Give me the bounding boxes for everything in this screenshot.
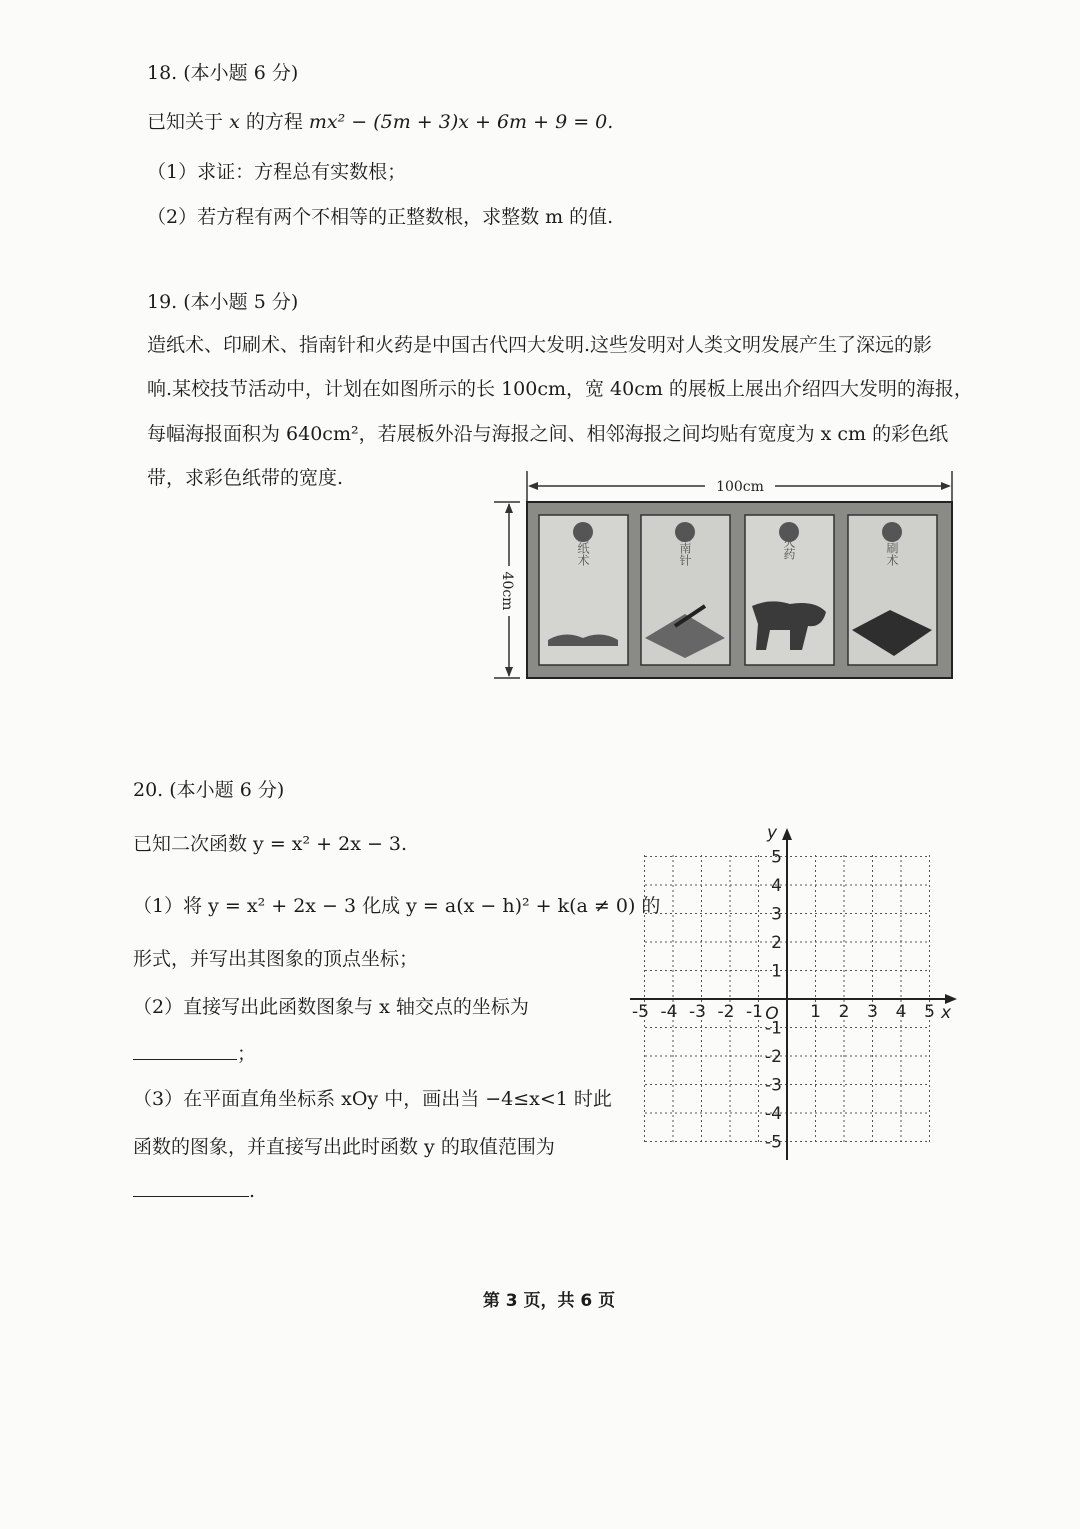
q20-part2-end: ； <box>237 1043 257 1065</box>
q18-stem-var: x <box>229 111 240 133</box>
poster-3 <box>745 515 834 665</box>
q18-stem <box>147 107 613 134</box>
x-tick-label: -1 <box>746 1002 763 1022</box>
poster-4 <box>848 515 937 665</box>
q20-heading: 20. (本小题 6 分) <box>133 779 285 801</box>
q20-part3-answer <box>133 1180 255 1202</box>
poster-2-title: 指南针 <box>678 530 692 566</box>
q20-part1-b: 形式，并写出其图象的顶点坐标； <box>133 948 419 970</box>
x-tick-label: 4 <box>895 1002 907 1022</box>
grid-axes <box>630 828 957 1160</box>
q18-stem-prefix: 已知关于 <box>147 111 224 133</box>
x-tick-label: 2 <box>838 1002 850 1022</box>
poster-4-title: 印刷术 <box>885 530 899 566</box>
y-tick-label: 3 <box>771 904 782 925</box>
x-axis-label: x <box>941 1003 952 1023</box>
q20-part3-end: . <box>249 1180 256 1202</box>
board-width-label: 100cm <box>716 479 764 495</box>
y-tick-label: -2 <box>765 1047 782 1067</box>
q19-line4: 带，求彩色纸带的宽度. <box>147 467 344 489</box>
q20-part3-b: 函数的图象，并直接写出此时函数 y 的取值范围为 <box>133 1136 555 1158</box>
poster-1 <box>539 515 628 665</box>
poster-1-title: 造纸术 <box>576 530 590 566</box>
q20-part2-answer <box>133 1039 256 1066</box>
y-tick-label: -5 <box>765 1132 782 1153</box>
q20-part3-a: （3）在平面直角坐标系 xOy 中，画出当 −4≤x<1 时此 <box>133 1088 612 1110</box>
y-tick-label: 2 <box>771 933 782 953</box>
x-tick-label: 1 <box>810 1002 821 1022</box>
poster-3-title: 火药 <box>782 536 796 560</box>
q18-part1: （1）求证：方程总有实数根； <box>147 161 407 183</box>
q19-line1: 造纸术、印刷术、指南针和火药是中国古代四大发明.这些发明对人类文明发展产生了深远的影 <box>147 334 933 356</box>
y-tick-label: 5 <box>771 847 782 868</box>
q19-line2: 响.某校技节活动中，计划在如图所示的长 100cm，宽 40cm 的展板上展出介绍四大发明的海报， <box>147 378 973 400</box>
q18-stem-mid: 的方程 <box>245 111 303 133</box>
q18-equation: mx² − (5m + 3)x + 6m + 9 = 0. <box>308 111 614 133</box>
board-height-label: 40cm <box>499 571 515 611</box>
x-tick-label: -4 <box>660 1002 678 1022</box>
y-tick-label: 4 <box>771 876 782 896</box>
y-tick-label: -3 <box>765 1075 782 1096</box>
q20-part3-blank[interactable] <box>133 1196 249 1197</box>
q20-part1-a: （1）将 y = x² + 2x − 3 化成 y = a(x − h)² + k(a ≠ 0) 的 <box>133 895 661 917</box>
q20-stem: 已知二次函数 y = x² + 2x − 3. <box>133 833 408 855</box>
x-tick-label: 3 <box>867 1002 878 1022</box>
q20-part2-blank[interactable] <box>133 1059 237 1060</box>
q18-part2: （2）若方程有两个不相等的正整数根，求整数 m 的值. <box>147 206 614 228</box>
y-tick-label: 1 <box>771 961 782 982</box>
page-footer: 第 3 页，共 6 页 <box>482 1291 616 1311</box>
poster-2 <box>641 515 730 665</box>
x-tick-label: -5 <box>632 1002 649 1022</box>
y-tick-label: -1 <box>765 1018 782 1039</box>
q19-line3: 每幅海报面积为 640cm²，若展板外沿与海报之间、相邻海报之间均贴有宽度为 x cm 的彩色纸 <box>147 423 949 445</box>
x-tick-label: -3 <box>689 1002 706 1022</box>
q19-heading: 19. (本小题 5 分) <box>147 291 299 313</box>
x-tick-label: -2 <box>717 1002 735 1022</box>
q20-part2: （2）直接写出此函数图象与 x 轴交点的坐标为 <box>133 996 529 1018</box>
q19-board-figure <box>490 466 955 680</box>
x-tick-labels <box>632 1002 935 1022</box>
y-axis-label: y <box>767 823 778 843</box>
q18-heading: 18. (本小题 6 分) <box>147 62 299 84</box>
y-tick-label: -4 <box>765 1104 782 1124</box>
coordinate-grid <box>625 820 965 1165</box>
origin-label: O <box>765 1004 779 1024</box>
x-tick-label: 5 <box>924 1002 935 1022</box>
